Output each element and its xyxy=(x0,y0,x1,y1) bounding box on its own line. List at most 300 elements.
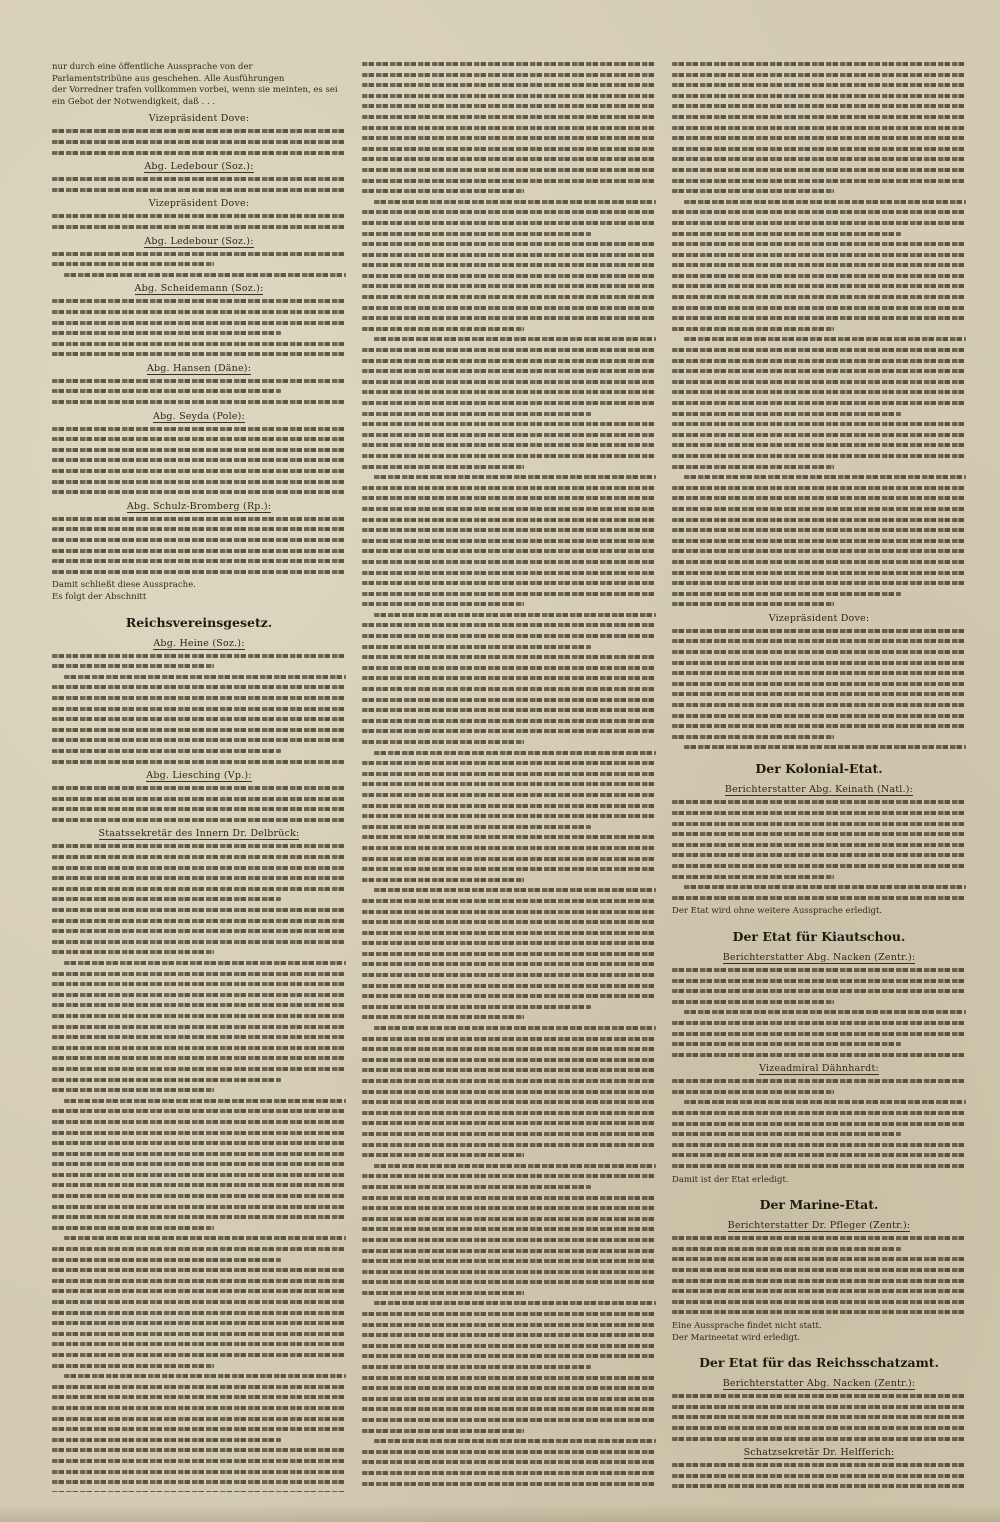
illegible-text-line xyxy=(362,136,656,140)
speaker-heading xyxy=(52,161,346,172)
speaker-heading xyxy=(672,1063,966,1074)
illegible-text-line xyxy=(672,1257,966,1261)
illegible-text-line xyxy=(362,804,656,808)
speaker-name: Vizepräsident Dove: xyxy=(148,113,250,125)
illegible-text-line xyxy=(672,104,966,108)
illegible-text-line xyxy=(52,140,346,144)
illegible-text-line xyxy=(362,676,656,680)
illegible-text-line xyxy=(52,1438,281,1442)
illegible-text-line xyxy=(362,1312,656,1316)
illegible-text-line xyxy=(374,613,656,617)
illegible-text-line xyxy=(362,62,656,66)
speaker-heading xyxy=(672,1220,966,1231)
illegible-text-line xyxy=(52,929,346,933)
illegible-text-line xyxy=(362,507,656,511)
body-text-line: der Vorredner trafen vollkommen vorbei, wenn sie meinten, es sei xyxy=(52,85,338,96)
illegible-text-line xyxy=(64,675,346,679)
speaker-name: Berichterstatter Abg. Nacken (Zentr.): xyxy=(722,1378,916,1390)
illegible-text-line xyxy=(52,1258,281,1262)
speaker-name: Abg. Scheidemann (Soz.): xyxy=(134,283,264,295)
illegible-text-line xyxy=(362,327,524,331)
speaker-heading xyxy=(52,411,346,422)
illegible-text-line xyxy=(362,412,591,416)
illegible-text-line xyxy=(52,1289,346,1293)
illegible-text-line xyxy=(672,1405,966,1409)
illegible-text-line xyxy=(52,786,346,790)
illegible-text-line xyxy=(52,177,346,181)
illegible-text-line xyxy=(672,179,966,183)
illegible-text-line xyxy=(362,984,656,988)
illegible-text-line xyxy=(362,242,656,246)
speaker-heading xyxy=(52,828,346,839)
illegible-text-line xyxy=(672,1000,834,1004)
illegible-text-line xyxy=(362,1174,656,1178)
illegible-text-line xyxy=(52,1427,346,1431)
section-title: Der Etat für Kiautschou. xyxy=(732,928,906,944)
illegible-text-line xyxy=(672,210,966,214)
illegible-text-line xyxy=(52,797,346,801)
illegible-text-line xyxy=(52,760,346,764)
illegible-text-line xyxy=(362,1217,656,1221)
illegible-text-line xyxy=(672,843,966,847)
illegible-text-line xyxy=(672,1032,966,1036)
illegible-text-line xyxy=(52,1480,346,1484)
illegible-text-line xyxy=(362,1143,656,1147)
illegible-text-line xyxy=(362,1005,591,1009)
illegible-text-line xyxy=(52,1279,346,1283)
illegible-text-line xyxy=(362,189,524,193)
illegible-text-line xyxy=(672,359,966,363)
illegible-text-line xyxy=(52,549,346,553)
illegible-text-line xyxy=(672,390,966,394)
illegible-text-line xyxy=(362,274,656,278)
illegible-text-line xyxy=(52,696,346,700)
illegible-text-line xyxy=(672,486,966,490)
illegible-text-line xyxy=(362,1450,656,1454)
illegible-text-line xyxy=(672,518,966,522)
illegible-text-line xyxy=(362,306,656,310)
speaker-name: Berichterstatter Abg. Keinath (Natl.): xyxy=(724,784,914,796)
illegible-text-line xyxy=(672,295,966,299)
illegible-text-line xyxy=(362,401,656,405)
illegible-text-line xyxy=(362,571,656,575)
illegible-text-line xyxy=(52,1162,346,1166)
illegible-text-line xyxy=(52,252,346,256)
illegible-text-line xyxy=(52,1194,346,1198)
illegible-text-line xyxy=(52,517,346,521)
illegible-text-line xyxy=(362,1280,656,1284)
column-2 xyxy=(362,62,656,1492)
illegible-text-line xyxy=(672,1394,966,1398)
illegible-text-line xyxy=(672,1463,966,1467)
illegible-text-line xyxy=(52,1088,214,1092)
body-text-line: nur durch eine öffentliche Aussprache von der xyxy=(52,62,253,72)
illegible-text-line xyxy=(52,1406,346,1410)
illegible-text-line xyxy=(684,475,966,479)
illegible-text-line xyxy=(672,875,834,879)
illegible-text-line xyxy=(52,389,281,393)
illegible-text-line xyxy=(362,708,656,712)
illegible-text-line xyxy=(362,645,591,649)
illegible-text-line xyxy=(362,316,656,320)
illegible-text-line xyxy=(362,1333,656,1337)
illegible-text-line xyxy=(672,1437,966,1441)
illegible-text-line xyxy=(362,719,656,723)
illegible-text-line xyxy=(672,1164,966,1168)
illegible-text-line xyxy=(362,94,656,98)
illegible-text-line xyxy=(52,866,346,870)
illegible-text-line xyxy=(52,129,346,133)
illegible-text-line xyxy=(52,1395,346,1399)
illegible-text-line xyxy=(672,496,966,500)
illegible-text-line xyxy=(672,968,966,972)
illegible-text-line xyxy=(362,1196,656,1200)
illegible-text-line xyxy=(52,262,214,266)
illegible-text-line xyxy=(672,602,834,606)
illegible-text-line xyxy=(52,887,346,891)
illegible-text-line xyxy=(672,1247,901,1251)
illegible-text-line xyxy=(362,698,656,702)
illegible-text-line xyxy=(52,1173,346,1177)
illegible-text-line xyxy=(672,832,966,836)
illegible-text-line xyxy=(52,1459,346,1463)
illegible-text-line xyxy=(362,857,656,861)
illegible-text-line xyxy=(362,232,591,236)
illegible-text-line xyxy=(52,225,346,229)
illegible-text-line xyxy=(672,979,966,983)
illegible-text-line xyxy=(672,433,966,437)
illegible-text-line xyxy=(362,1037,656,1041)
illegible-text-line xyxy=(672,1289,966,1293)
illegible-text-line xyxy=(52,1078,281,1082)
section-title: Reichsvereinsgesetz. xyxy=(125,614,273,630)
speaker-name: Abg. Ledebour (Soz.): xyxy=(144,235,254,247)
illegible-text-line xyxy=(52,738,346,742)
illegible-text-line xyxy=(672,242,966,246)
illegible-text-line xyxy=(362,263,656,267)
illegible-text-line xyxy=(362,380,656,384)
section-title: Der Marine-Etat. xyxy=(759,1197,879,1213)
speaker-name: Abg. Hansen (Däne): xyxy=(146,362,252,374)
illegible-text-line xyxy=(374,475,656,479)
illegible-text-line xyxy=(362,443,656,447)
illegible-text-line xyxy=(52,1353,346,1357)
illegible-text-line xyxy=(362,126,656,130)
speaker-heading xyxy=(672,1447,966,1458)
illegible-text-line xyxy=(52,1311,346,1315)
illegible-text-line xyxy=(374,1439,656,1443)
section-title: Der Kolonial-Etat. xyxy=(755,761,883,777)
illegible-text-line xyxy=(362,740,524,744)
illegible-text-line xyxy=(52,448,346,452)
illegible-text-line xyxy=(52,1131,346,1135)
illegible-text-line xyxy=(362,1418,656,1422)
illegible-text-line xyxy=(672,800,966,804)
illegible-text-line xyxy=(52,1152,346,1156)
illegible-text-line xyxy=(362,1238,656,1242)
illegible-text-line xyxy=(52,342,346,346)
illegible-text-line xyxy=(672,157,966,161)
illegible-text-line xyxy=(374,888,656,892)
illegible-text-line xyxy=(672,822,966,826)
illegible-text-line xyxy=(362,1206,656,1210)
illegible-text-line xyxy=(362,1068,656,1072)
illegible-text-line xyxy=(52,352,346,356)
illegible-text-line xyxy=(362,973,656,977)
illegible-text-line xyxy=(362,104,656,108)
illegible-text-line xyxy=(672,1153,966,1157)
illegible-text-line xyxy=(672,443,966,447)
illegible-text-line xyxy=(362,1100,656,1104)
illegible-text-line xyxy=(672,422,966,426)
illegible-text-line xyxy=(362,687,656,691)
illegible-text-line xyxy=(52,1470,346,1474)
illegible-text-line xyxy=(672,581,966,585)
illegible-text-line xyxy=(52,908,346,912)
illegible-text-line xyxy=(684,1100,966,1104)
illegible-text-line xyxy=(362,655,656,659)
illegible-text-line xyxy=(672,316,966,320)
illegible-text-line xyxy=(672,83,966,87)
illegible-text-line xyxy=(52,310,346,314)
illegible-text-line xyxy=(52,1014,346,1018)
illegible-text-line xyxy=(362,1090,656,1094)
illegible-text-line xyxy=(374,751,656,755)
speaker-name: Berichterstatter Abg. Nacken (Zentr.): xyxy=(722,951,916,963)
illegible-text-line xyxy=(52,1035,346,1039)
illegible-text-line xyxy=(672,661,966,665)
illegible-text-line xyxy=(362,1460,656,1464)
illegible-text-line xyxy=(52,214,346,218)
illegible-text-line xyxy=(672,1053,966,1057)
illegible-text-line xyxy=(362,846,656,850)
illegible-text-line xyxy=(52,437,346,441)
illegible-text-line xyxy=(672,412,901,416)
illegible-text-line xyxy=(672,1143,966,1147)
illegible-text-line xyxy=(64,1374,346,1378)
illegible-text-line xyxy=(362,1227,656,1231)
illegible-text-line xyxy=(362,486,656,490)
illegible-text-line xyxy=(52,188,346,192)
illegible-text-line xyxy=(362,793,656,797)
illegible-text-line xyxy=(362,1121,656,1125)
illegible-text-line xyxy=(672,1042,901,1046)
illegible-text-line xyxy=(52,559,346,563)
body-text-line: Eine Aussprache findet nicht statt. xyxy=(672,1320,822,1331)
illegible-text-line xyxy=(52,527,346,531)
illegible-text-line xyxy=(52,538,346,542)
illegible-text-line xyxy=(672,714,966,718)
illegible-text-line xyxy=(672,1021,966,1025)
speaker-heading xyxy=(52,236,346,247)
illegible-text-line xyxy=(362,1323,656,1327)
illegible-text-line xyxy=(362,539,656,543)
illegible-text-line xyxy=(52,1364,214,1368)
illegible-text-line xyxy=(362,1047,656,1051)
illegible-text-line xyxy=(672,1079,966,1083)
illegible-text-line xyxy=(672,1474,966,1478)
illegible-text-line xyxy=(362,147,656,151)
illegible-text-line xyxy=(52,950,214,954)
illegible-text-line xyxy=(672,115,966,119)
illegible-text-line xyxy=(52,1226,214,1230)
illegible-text-line xyxy=(672,1426,966,1430)
illegible-text-line xyxy=(52,1025,346,1029)
illegible-text-line xyxy=(672,1268,966,1272)
illegible-text-line xyxy=(672,549,966,553)
illegible-text-line xyxy=(362,592,656,596)
illegible-text-line xyxy=(52,1332,346,1336)
column-3 xyxy=(672,62,966,1492)
illegible-text-line xyxy=(672,650,966,654)
body-text-line: Parlamentstribüne aus geschehen. Alle Ausführungen xyxy=(52,73,285,84)
illegible-text-line xyxy=(362,814,656,818)
illegible-text-line xyxy=(672,1122,966,1126)
illegible-text-line xyxy=(64,961,346,965)
illegible-text-line xyxy=(362,1344,656,1348)
illegible-text-line xyxy=(672,639,966,643)
illegible-text-line xyxy=(52,1046,346,1050)
illegible-text-line xyxy=(362,1058,656,1062)
illegible-text-line xyxy=(672,1415,966,1419)
illegible-text-line xyxy=(672,62,966,66)
illegible-text-line xyxy=(362,168,656,172)
text-columns xyxy=(52,62,966,1492)
illegible-text-line xyxy=(362,496,656,500)
illegible-text-line xyxy=(362,1153,524,1157)
speaker-heading xyxy=(52,283,346,294)
illegible-text-line xyxy=(52,654,346,658)
illegible-text-line xyxy=(52,427,346,431)
illegible-text-line xyxy=(672,306,966,310)
illegible-text-line xyxy=(52,321,346,325)
illegible-text-line xyxy=(672,147,966,151)
illegible-text-line xyxy=(362,549,656,553)
illegible-text-line xyxy=(672,1484,966,1488)
illegible-text-line xyxy=(52,818,346,822)
illegible-text-line xyxy=(672,232,901,236)
illegible-text-line xyxy=(52,940,346,944)
illegible-text-line xyxy=(362,1015,524,1019)
illegible-text-line xyxy=(672,528,966,532)
illegible-text-line xyxy=(672,811,966,815)
illegible-text-line xyxy=(52,1056,346,1060)
illegible-text-line xyxy=(672,401,966,405)
illegible-text-line xyxy=(52,490,346,494)
body-text-line: Es folgt der Abschnitt xyxy=(52,591,147,602)
illegible-text-line xyxy=(672,1279,966,1283)
illegible-text-line xyxy=(374,200,656,204)
illegible-text-line xyxy=(672,1300,966,1304)
illegible-text-line xyxy=(684,200,966,204)
speaker-heading xyxy=(672,1378,966,1389)
illegible-text-line xyxy=(672,629,966,633)
illegible-text-line xyxy=(374,1026,656,1030)
illegible-text-line xyxy=(362,581,656,585)
column-1 xyxy=(52,62,346,1492)
body-text-line: ein Gebot der Notwendigkeit, daß . . . xyxy=(52,96,216,107)
illegible-text-line xyxy=(362,772,656,776)
illegible-text-line xyxy=(672,189,834,193)
illegible-text-line xyxy=(52,480,346,484)
illegible-text-line xyxy=(362,878,524,882)
speaker-name: Berichterstatter Dr. Pfleger (Zentr.): xyxy=(727,1220,911,1232)
illegible-text-line xyxy=(64,273,346,277)
illegible-text-line xyxy=(52,664,214,668)
illegible-text-line xyxy=(52,151,346,155)
illegible-text-line xyxy=(672,327,834,331)
speaker-heading xyxy=(672,613,966,624)
illegible-text-line xyxy=(362,369,656,373)
illegible-text-line xyxy=(672,380,966,384)
body-text-line: Der Marineetat wird erledigt. xyxy=(672,1332,801,1343)
illegible-text-line xyxy=(362,941,656,945)
speaker-heading xyxy=(52,363,346,374)
speaker-name: Abg. Ledebour (Soz.): xyxy=(144,161,254,173)
illegible-text-line xyxy=(362,962,656,966)
illegible-text-line xyxy=(52,807,346,811)
illegible-text-line xyxy=(362,602,524,606)
speaker-heading xyxy=(52,198,346,209)
illegible-text-line xyxy=(362,253,656,257)
illegible-text-line xyxy=(672,507,966,511)
illegible-text-line xyxy=(52,728,346,732)
illegible-text-line xyxy=(672,73,966,77)
illegible-text-line xyxy=(362,920,656,924)
section-title: Der Etat für das Reichsschatzamt. xyxy=(699,1355,939,1371)
illegible-text-line xyxy=(362,295,656,299)
illegible-text-line xyxy=(362,910,656,914)
illegible-text-line xyxy=(52,844,346,848)
illegible-text-line xyxy=(672,94,966,98)
illegible-text-line xyxy=(362,1429,524,1433)
illegible-text-line xyxy=(52,1141,346,1145)
speaker-heading xyxy=(52,770,346,781)
illegible-text-line xyxy=(672,682,966,686)
illegible-text-line xyxy=(362,729,656,733)
illegible-text-line xyxy=(52,972,346,976)
speaker-name: Vizepräsident Dove: xyxy=(768,612,870,624)
illegible-text-line xyxy=(362,1132,656,1136)
illegible-text-line xyxy=(52,855,346,859)
illegible-text-line xyxy=(52,331,281,335)
illegible-text-line xyxy=(374,1164,656,1168)
illegible-text-line xyxy=(52,1321,346,1325)
speaker-heading xyxy=(52,638,346,649)
illegible-text-line xyxy=(362,390,656,394)
illegible-text-line xyxy=(52,469,346,473)
illegible-text-line xyxy=(362,422,656,426)
illegible-text-line xyxy=(64,1099,346,1103)
illegible-text-line xyxy=(362,433,656,437)
illegible-text-line xyxy=(52,1003,346,1007)
illegible-text-line xyxy=(362,528,656,532)
illegible-text-line xyxy=(52,570,346,574)
illegible-text-line xyxy=(362,1397,656,1401)
illegible-text-line xyxy=(672,724,966,728)
illegible-text-line xyxy=(52,1183,346,1187)
illegible-text-line xyxy=(672,560,966,564)
illegible-text-line xyxy=(362,179,656,183)
illegible-text-line xyxy=(672,539,966,543)
illegible-text-line xyxy=(672,126,966,130)
illegible-text-line xyxy=(52,458,346,462)
illegible-text-line xyxy=(362,634,656,638)
illegible-text-line xyxy=(52,1205,346,1209)
illegible-text-line xyxy=(52,1448,346,1452)
illegible-text-line xyxy=(362,465,524,469)
illegible-text-line xyxy=(362,867,656,871)
